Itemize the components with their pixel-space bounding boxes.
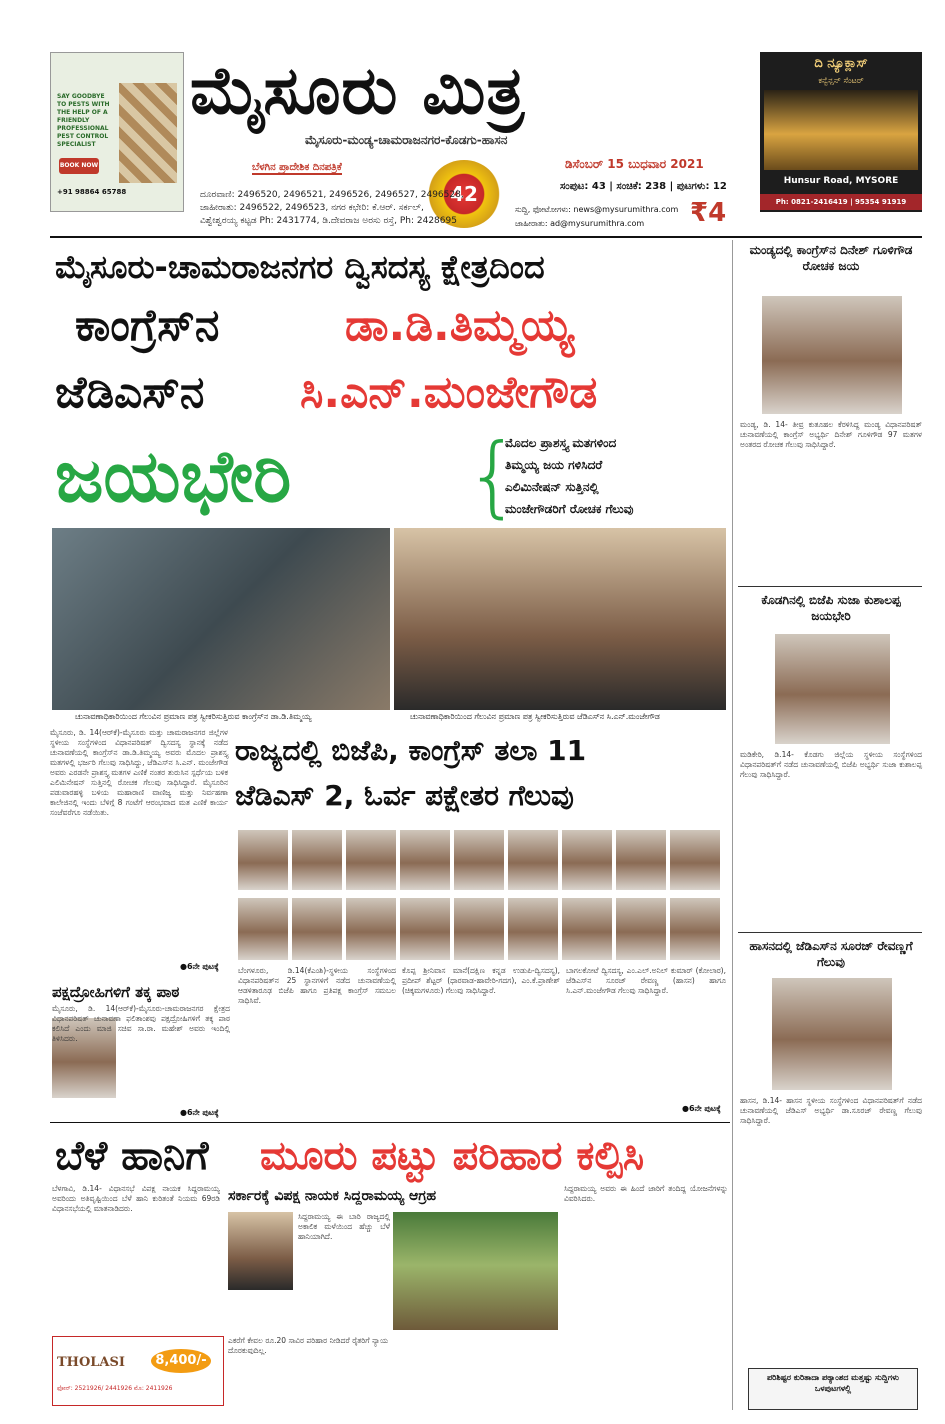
winner-photo xyxy=(670,898,720,960)
convention-building-image xyxy=(764,90,918,170)
crop-body-2: ಸಿದ್ದರಾಮಯ್ಯ ಈ ಬಾರಿ ರಾಜ್ಯದಲ್ಲಿ ಅಕಾಲಿಕ ಮಳೆಯಿಂದ ಹೆಚ್ಚು ಬೆಳೆ ಹಾನಿಯಾಗಿದೆ. xyxy=(298,1212,390,1241)
convention-ad-title: ದಿ ನ್ಯೂಕ್ಲಾಸ್ xyxy=(814,56,868,71)
winner-photo xyxy=(238,830,288,890)
brace-line: ಮೊದಲ ಪ್ರಾಶಸ್ತ್ಯ ಮತಗಳಿಂದ xyxy=(505,436,617,450)
pathak-continued: ●6ನೇ ಪುಟಕ್ಕೆ xyxy=(180,1108,219,1117)
lead-big-headline: ಜಯಭೇರಿ xyxy=(55,434,292,518)
crop-body-4: ಸಿದ್ದರಾಮಯ್ಯ ಅವರು ಈ ಹಿಂದೆ ಜಾರಿಗೆ ತಂದಿದ್ದ ಯೋಜನೆಗಳನ್ನು ವಿವರಿಸಿದರು. xyxy=(564,1184,728,1203)
results-head-1: ರಾಜ್ಯದಲ್ಲಿ ಬಿಜೆಪಿ, ಕಾಂಗ್ರೆಸ್ ತಲಾ 11 xyxy=(235,734,587,767)
volume-info: ಸಂಪುಟ: 43 | ಸಂಚಿಕೆ: 238 | ಪುಟಗಳು: 12 xyxy=(560,181,727,192)
winner-photo xyxy=(400,830,450,890)
sidebar-hassan-body: ಹಾಸನ, ಡಿ.14- ಹಾಸನ ಸ್ಥಳೀಯ ಸಂಸ್ಥೆಗಳಿಂದ ವಿಧಾನಪರಿಷತ್‌ಗೆ ನಡೆದ ಚುನಾವಣೆಯಲ್ಲಿ ಜೆಡಿಎಸ್ ಅಭ್ಯರ್ಥಿ ಡಾ.ಸೂರಜ್ ರೇವಣ್ಣ ಗೆಲುವು ಸಾಧಿಸಿದ್ದಾರೆ. xyxy=(740,1096,922,1125)
convention-ad-phone: Ph: 0821-2416419 | 95354 91919 xyxy=(760,194,922,210)
suraj-revanna-photo xyxy=(772,978,892,1090)
winner-photo xyxy=(292,898,342,960)
pest-ad-text: SAY GOODBYE TO PESTS WITH THE HELP OF A FRIENDLY PROFESSIONAL PEST CONTROL SPECIALIST xyxy=(57,93,110,148)
phone-line-3: ವಿಶ್ವೇಶ್ವರಯ್ಯ ಕಟ್ಟಡ Ph: 2431774, ಡಿ.ದೇವರಾಜ ಅರಸು ರಸ್ತೆ, Ph: 2428695 xyxy=(200,216,457,226)
crop-head-red: ಮೂರು ಪಟ್ಟು ಪರಿಹಾರ ಕಲ್ಪಿಸಿ xyxy=(260,1133,645,1179)
phone-line-1: ದೂರವಾಣಿ: 2496520, 2496521, 2496526, 2496527, 2496528, xyxy=(200,190,464,200)
sidebar-divider xyxy=(738,932,922,933)
convention-ad-sub: ಕನ್ವೆನ್ಷನ್ ಸೆಂಟರ್ xyxy=(818,76,864,85)
sidebar-divider xyxy=(738,586,922,587)
phone-line-2: ಜಾಹೀರಾತು: 2496522, 2496523, ನಗರ ಕಛೇರಿ: ಕೆ.ಆರ್. ಸರ್ಕಲ್, xyxy=(200,203,424,213)
winner-photo xyxy=(346,830,396,890)
pest-images xyxy=(119,83,177,183)
brace-line: ಮಂಜೇಗೌಡರಿಗೆ ರೋಚಕ ಗೆಲುವು xyxy=(505,502,634,516)
lead-photo-manjegowda xyxy=(394,528,726,710)
crop-body-3: ಎಕರೆಗೆ ಕೇವಲ ರೂ.20 ಸಾವಿರ ಪರಿಹಾರ ನೀಡಿದರೆ ರೈತರಿಗೆ ನ್ಯಾಯ ದೊರಕುವುದಿಲ್ಲ. xyxy=(228,1336,388,1355)
winner-photo xyxy=(238,898,288,960)
daily-label: ಬೆಳಗಿನ ಪ್ರಾದೇಶಿಕ ದಿನಪತ್ರಿಕೆ xyxy=(252,162,342,173)
winner-photo xyxy=(562,898,612,960)
results-body-3: ಬಾಗಲಕೋಟೆ ದ್ವಿಸದಸ್ಯ, ಎಂ.ಎಲ್.ಅನಿಲ್ ಕುಮಾರ್ (ಕೋಲಾರ), ಜೆಡಿಎಸ್‌ನ ಸೂರಜ್ ರೇವಣ್ಣ (ಹಾಸನ) ಹಾಗೂ ಸಿ.ಎನ್.ಮಂಜೇಗೌಡ ಗೆಲುವು ಸಾಧಿಸಿದ್ದಾರೆ. xyxy=(566,966,726,995)
winner-photo xyxy=(454,830,504,890)
winner-photo xyxy=(508,830,558,890)
lead-photo2-caption: ಚುನಾವಣಾಧಿಕಾರಿಯಿಂದ ಗೆಲುವಿನ ಪ್ರಮಾಣ ಪತ್ರ ಸ್ವೀಕರಿಸುತ್ತಿರುವ ಜೆಡಿಎಸ್‌ನ ಸಿ.ಎನ್.ಮಂಜೇಗೌಡ xyxy=(410,712,660,721)
convention-center-ad[interactable] xyxy=(760,52,922,212)
pathak-body: ಮೈಸೂರು, ಡಿ. 14(ಆರ್‌ಕೆ)-ಮೈಸೂರು-ಚಾಮರಾಜನಗರ ಕ್ಷೇತ್ರದ ವಿಧಾನಪರಿಷತ್ ಚುನಾವಣಾ ಫಲಿತಾಂಶವು ಪಕ್ಷದ್ರೋಹಿಗಳಿಗೆ ತಕ್ಕ ಪಾಠ ಕಲಿಸಿದೆ ಎಂದು ಮಾಜಿ ಸಚಿವ ಸಾ.ರಾ. ಮಹೇಶ್ ಅವರು ಇಂದಿಲ್ಲಿ ತಿಳಿಸಿದರು. xyxy=(52,1004,230,1043)
lead-line2-party: ಜೆಡಿಎಸ್‌ನ xyxy=(55,367,205,418)
brace-line: ತಿಮ್ಮಯ್ಯ ಜಯ ಗಳಿಸಿದರೆ xyxy=(505,458,603,472)
dinesh-gooligowda-photo xyxy=(762,296,902,414)
pathak-head: ಪಕ್ಷದ್ರೋಹಿಗಳಿಗೆ ತಕ್ಕ ಪಾಠ xyxy=(52,983,180,1001)
ad-email[interactable]: ಜಾಹೀರಾತು: ad@mysurumithra.com xyxy=(515,219,645,228)
newspaper-title: ಮೈಸೂರು ಮಿತ್ರ xyxy=(190,52,526,129)
sidebar-kodagu-body: ಮಡಿಕೇರಿ, ಡಿ.14- ಕೊಡಗು ಜಿಲ್ಲೆಯ ಸ್ಥಳೀಯ ಸಂಸ್ಥೆಗಳಿಂದ ವಿಧಾನಪರಿಷತ್‌ಗೆ ನಡೆದ ಚುನಾವಣೆಯಲ್ಲಿ ಬಿಜೆಪಿ ಅಭ್ಯರ್ಥಿ ಸುಜಾ ಕುಶಾಲಪ್ಪ ಗೆಲುವು ಸಾಧಿಸಿದ್ದಾರೆ. xyxy=(740,750,922,779)
crop-head-black: ಬೆಳೆ ಹಾನಿಗೆ xyxy=(55,1133,209,1179)
lead-kicker: ಮೈಸೂರು-ಚಾಮರಾಜನಗರ ದ್ವಿಸದಸ್ಯ ಕ್ಷೇತ್ರದಿಂದ xyxy=(55,248,545,286)
brace-icon: { xyxy=(465,424,521,527)
lead-line2-name: ಸಿ.ಎನ್.ಮಂಜೇಗೌಡ xyxy=(300,367,598,418)
tholasi-price: 8,400/- xyxy=(151,1349,211,1373)
winner-photo xyxy=(346,898,396,960)
regions-tagline: ಮೈಸೂರು-ಮಂಡ್ಯ-ಚಾಮರಾಜನಗರ-ಕೊಡಗು-ಹಾಸನ xyxy=(305,133,508,147)
results-body-2: ಕೊಪ್ಪ ಶ್ರೀನಿವಾಸ ಮಾನೆ(ದಕ್ಷಿಣ ಕನ್ನಡ ಉಡುಪಿ-ದ್ವಿಸದಸ್ಯ), ಪ್ರದೀಪ್ ಶೆಟ್ಟರ್ (ಧಾರವಾಡ-ಹಾವೇರಿ-ಗದಗ), ಎಂ.ಕೆ.ಪ್ರಾಣೇಶ್ (ಚಿಕ್ಕಮಗಳೂರು) ಗೆಲುವು ಸಾಧಿಸಿದ್ದಾರೆ. xyxy=(402,966,560,995)
convention-ad-address: Hunsur Road, MYSORE xyxy=(783,176,899,186)
sidebar-mandya-body: ಮಂಡ್ಯ, ಡಿ. 14- ತೀವ್ರ ಕುತೂಹಲ ಕೆರಳಿಸಿದ್ದ ಮಂಡ್ಯ ವಿಧಾನಪರಿಷತ್ ಚುನಾವಣೆಯಲ್ಲಿ ಕಾಂಗ್ರೆಸ್ ಅಭ್ಯರ್ಥಿ ದಿನೇಶ್ ಗೂಳಿಗೌಡ 97 ಮತಗಳ ಅಂತರದ ರೋಚಕ ಗೆಲುವು ಸಾಧಿಸಿದ್ದಾರೆ. xyxy=(740,420,922,449)
price: ₹4 xyxy=(690,198,727,228)
suja-kushalappa-photo xyxy=(775,634,890,744)
results-head-2: ಜೆಡಿಎಸ್ 2, ಓರ್ವ ಪಕ್ಷೇತರ ಗೆಲುವು xyxy=(235,779,574,812)
winner-photo xyxy=(508,898,558,960)
news-email[interactable]: ಸುದ್ದಿ, ಫೋಟೋಗಳು: news@mysurumithra.com xyxy=(515,205,679,214)
crop-field-photo xyxy=(393,1212,558,1330)
pest-control-ad[interactable] xyxy=(50,52,184,212)
pest-ad-phone: +91 98864 65788 xyxy=(57,188,127,196)
lead-photo-thimmaiah xyxy=(52,528,390,710)
winners-grid xyxy=(238,830,726,962)
crop-body-1: ಬೆಳಗಾವಿ, ಡಿ.14- ವಿಧಾನಸಭೆ ವಿಪಕ್ಷ ನಾಯಕ ಸಿದ್ದರಾಮಯ್ಯ ಅವರಿಂದು ಅತಿವೃಷ್ಟಿಯಿಂದ ಬೆಳೆ ಹಾನಿ ಕುರಿತಂತೆ ನಿಯಮ 69ರಡಿ ವಿಧಾನಸಭೆಯಲ್ಲಿ ಮಾತನಾಡಿದರು. xyxy=(52,1184,220,1213)
lead-brace-box xyxy=(505,432,725,520)
winner-photo xyxy=(454,898,504,960)
winner-photo xyxy=(562,830,612,890)
masthead-rule xyxy=(50,236,922,238)
crop-body-3b xyxy=(393,1336,558,1406)
sidebar-mandya-head: ಮಂಡ್ಯದಲ್ಲಿ ಕಾಂಗ್ರೆಸ್‌ನ ದಿನೇಶ್ ಗೂಳಿಗೌಡ ರೋಚಕ ಜಯ xyxy=(749,243,913,273)
sidebar-hassan-head: ಹಾಸನದಲ್ಲಿ ಜೆಡಿಎಸ್‌ನ ಸೂರಜ್ ರೇವಣ್ಣಗೆ ಗೆಲುವು xyxy=(749,939,913,969)
lead-line1-name: ಡಾ.ಡಿ.ತಿಮ್ಮಯ್ಯ xyxy=(345,300,575,351)
tholasi-ad[interactable] xyxy=(52,1336,224,1406)
sidebar-rule xyxy=(732,240,733,1410)
winner-photo xyxy=(616,830,666,890)
issue-date: ಡಿಸೆಂಬರ್ 15 ಬುಧವಾರ 2021 xyxy=(565,157,704,171)
lead-line1-party: ಕಾಂಗ್ರೆಸ್‌ನ xyxy=(75,300,220,351)
anniversary-number: 42 xyxy=(450,182,478,206)
crop-subhead: ಸರ್ಕಾರಕ್ಕೆ ವಿಪಕ್ಷ ನಾಯಕ ಸಿದ್ದರಾಮಯ್ಯ ಆಗ್ರಹ xyxy=(228,1188,437,1204)
results-continued: ●6ನೇ ಪುಟಕ್ಕೆ xyxy=(682,1104,721,1113)
crop-top-rule xyxy=(50,1122,730,1123)
tholasi-logo: THOLASI xyxy=(57,1355,125,1370)
sidebar-inside-box[interactable] xyxy=(748,1368,918,1410)
winner-photo xyxy=(616,898,666,960)
pathak-body-continued xyxy=(120,1018,230,1110)
brace-line: ಎಲಿಮಿನೇಷನ್ ಸುತ್ತಿನಲ್ಲಿ xyxy=(505,480,599,494)
winner-photo xyxy=(292,830,342,890)
book-now-badge: BOOK NOW xyxy=(59,158,99,174)
sidebar-kodagu-head: ಕೊಡಗಿನಲ್ಲಿ ಬಿಜೆಪಿ ಸುಜಾ ಕುಶಾಲಪ್ಪ ಜಯಭೇರಿ xyxy=(761,593,901,623)
results-body-1: ಬೆಂಗಳೂರು, ಡಿ.14(ಕೆಎಂಶಿ)-ಸ್ಥಳೀಯ ಸಂಸ್ಥೆಗಳಿಂದ ವಿಧಾನಪರಿಷತ್‌ನ 25 ಸ್ಥಾನಗಳಿಗೆ ನಡೆದ ಚುನಾವಣೆಯಲ್ಲಿ ಆಡಳಿತಾರೂಢ ಬಿಜೆಪಿ ಹಾಗೂ ಪ್ರತಿಪಕ್ಷ ಕಾಂಗ್ರೆಸ್ ಸಮಬಲ ಸಾಧಿಸಿವೆ. xyxy=(238,966,396,1005)
lead-photo1-caption: ಚುನಾವಣಾಧಿಕಾರಿಯಿಂದ ಗೆಲುವಿನ ಪ್ರಮಾಣ ಪತ್ರ ಸ್ವೀಕರಿಸುತ್ತಿರುವ ಕಾಂಗ್ರೆಸ್‌ನ ಡಾ.ಡಿ.ತಿಮ್ಮಯ್ಯ xyxy=(75,712,312,721)
lead-body: ಮೈಸೂರು, ಡಿ. 14(ಆರ್‌ಕೆ)-ಮೈಸೂರು ಮತ್ತು ಚಾಮರಾಜನಗರ ಜಿಲ್ಲೆಗಳ ಸ್ಥಳೀಯ ಸಂಸ್ಥೆಗಳಿಂದ ವಿಧಾನಪರಿಷತ್ ದ್ವಿಸದಸ್ಯ ಸ್ಥಾನಕ್ಕೆ ನಡೆದ ಚುನಾವಣೆಯಲ್ಲಿ ಕಾಂಗ್ರೆಸ್‌ನ ಡಾ.ಡಿ.ತಿಮ್ಮಯ್ಯ ಅವರು ಮೊದಲ ಪ್ರಾಶಸ್ತ್ಯ ಮತಗಳಲ್ಲಿ ಭರ್ಜರಿ ಗೆಲುವು ಸಾಧಿಸಿದ್ದು, ಜೆಡಿಎಸ್‌ನ ಸಿ.ಎನ್. ಮಂಜೇಗೌಡ ಅವರು ಎರಡನೇ ಪ್ರಾಶಸ್ತ್ಯ ಮತಗಳ ಎಣಿಕೆ ನಂತರ ತುರುಸಿನ ಸ್ಪರ್ಧೆಯ ಬಳಿಕ ಎಲಿಮಿನೇಷನ್ ಸುತ್ತಿನಲ್ಲಿ ರೋಚಕ ಗೆಲುವು ಸಾಧಿಸಿದ್ದಾರೆ. ಮೈಸೂರಿನ ಪಡುವಾರಹಳ್ಳಿ ಬಳಿಯ ಮಹಾರಾಣಿ ವಾಣಿಜ್ಯ ಮತ್ತು ನಿರ್ವಹಣಾ ಕಾಲೇಜಿನಲ್ಲಿ ಇಂದು ಬೆಳಿಗ್ಗೆ 8 ಗಂಟೆಗೆ ಆರಂಭವಾದ ಮತ ಎಣಿಕೆ ಕಾರ್ಯ ಸಂಜೆವರೆಗೂ ನಡೆಯಿತು. xyxy=(50,728,228,817)
winner-photo xyxy=(670,830,720,890)
lead-continued: ●6ನೇ ಪುಟಕ್ಕೆ xyxy=(180,962,219,971)
tholasi-phone: ಫೋನ್: 2521926/ 2441926 ಮೊ: 2411926 xyxy=(57,1385,173,1392)
sidebar-inside-text: ಪರಿಶಿಷ್ಟರ ಕುರಿತಾದಾ ಪಠ್ಯಾಂಶದ ಮತ್ತಷ್ಟು ಸುದ್ದಿಗಳು ಒಳಪುಟಗಳಲ್ಲಿ xyxy=(767,1373,899,1393)
winner-photo xyxy=(400,898,450,960)
siddaramaiah-photo xyxy=(228,1212,293,1290)
